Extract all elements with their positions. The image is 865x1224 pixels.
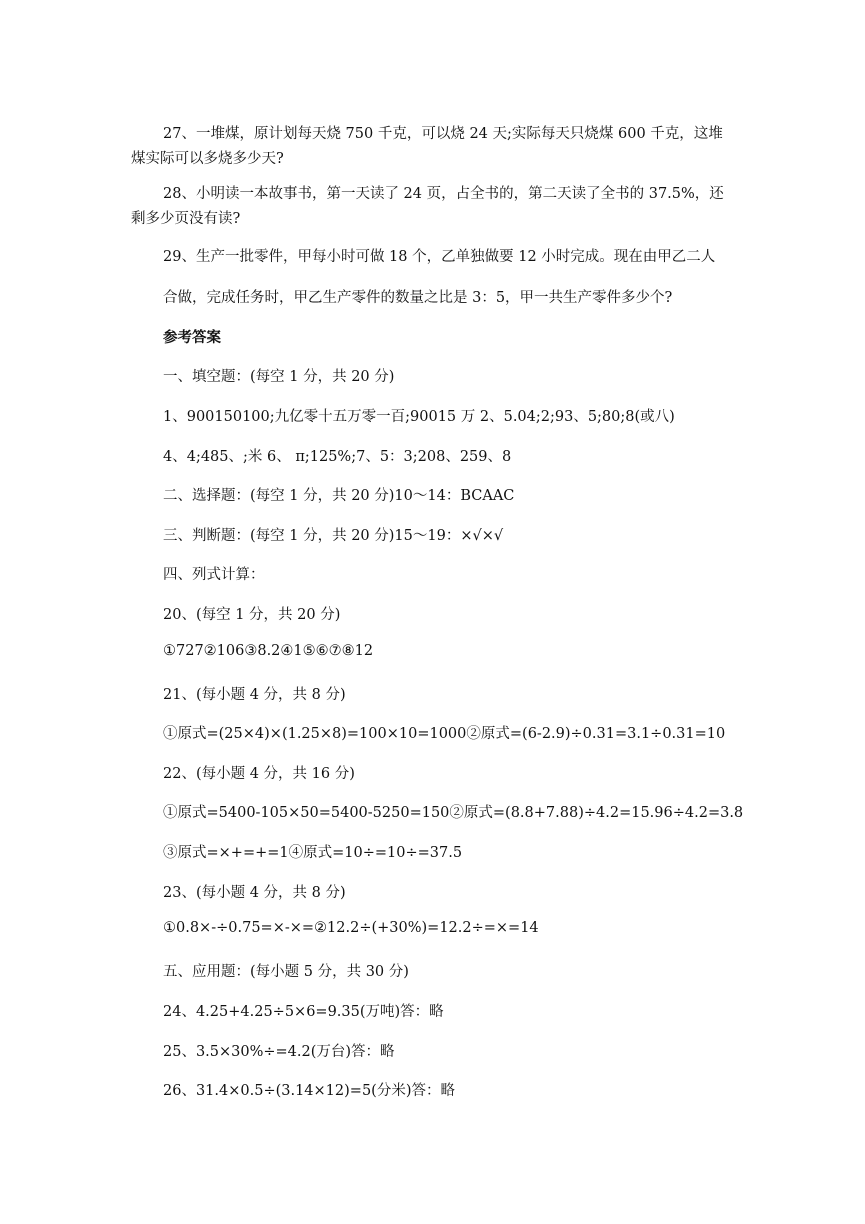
answer-line: 23、(每小题 4 分，共 8 分) (163, 885, 346, 901)
answer-line: 26、31.4×0.5÷(3.14×12)=5(分米)答：略 (163, 1083, 455, 1099)
answer-line: ③原式=×+=+=1④原式=10÷=10÷=37.5 (163, 845, 463, 861)
answer-line: 二、选择题：(每空 1 分，共 20 分)10～14：BCAAC (163, 488, 515, 504)
answer-line: 三、判断题：(每空 1 分，共 20 分)15～19：×√×√ (163, 528, 504, 544)
answer-line: ①727②106③8.2④1⑤⑥⑦⑧12 (163, 643, 374, 659)
answers-heading: 参考答案 (163, 329, 221, 346)
answer-line: 五、应用题：(每小题 5 分，共 30 分) (163, 964, 409, 980)
answer-line: ①原式=5400-105×50=5400-5250=150②原式=(8.8+7.88)÷4.2=15.96÷4.2=3.8 (163, 805, 744, 821)
answer-line: ①原式=(25×4)×(1.25×8)=100×10=1000②原式=(6-2.9)÷0.31=3.1÷0.31=10 (163, 726, 726, 742)
answer-line: ①0.8×-÷0.75=×-×=②12.2÷(+30%)=12.2÷=×=14 (163, 920, 539, 936)
answer-line: 1、900150100;九亿零十五万零一百;90015 万 2、5.04;2;93、5;80;8(或八) (163, 409, 675, 425)
answer-line: 四、列式计算： (163, 567, 265, 583)
answer-line: 25、3.5×30%÷=4.2(万台)答：略 (163, 1044, 395, 1060)
answer-line: 22、(每小题 4 分，共 16 分) (163, 766, 355, 782)
question-28: 28、小明读一本故事书，第一天读了 24 页，占全书的，第二天读了全书的 37.5%，还剩多少页没有读? (131, 186, 724, 227)
answer-line: 一、填空题：(每空 1 分，共 20 分) (163, 369, 395, 385)
answer-line: 4、4;485、;米 6、 π;125%;7、5：3;208、259、8 (163, 449, 512, 465)
question-29-line-2: 合做，完成任务时，甲乙生产零件的数量之比是 3：5，甲一共生产零件多少个? (163, 290, 673, 306)
question-29-line-1: 29、生产一批零件，甲每小时可做 18 个，乙单独做要 12 小时完成。现在由甲乙二人 (163, 249, 716, 265)
answer-line: 24、4.25+4.25÷5×6=9.35(万吨)答：略 (163, 1004, 444, 1020)
answer-line: 20、(每空 1 分，共 20 分) (163, 607, 341, 623)
question-27: 27、一堆煤，原计划每天烧 750 千克，可以烧 24 天;实际每天只烧煤 600 千克，这堆煤实际可以多烧多少天? (131, 126, 723, 167)
answer-line: 21、(每小题 4 分，共 8 分) (163, 687, 346, 703)
